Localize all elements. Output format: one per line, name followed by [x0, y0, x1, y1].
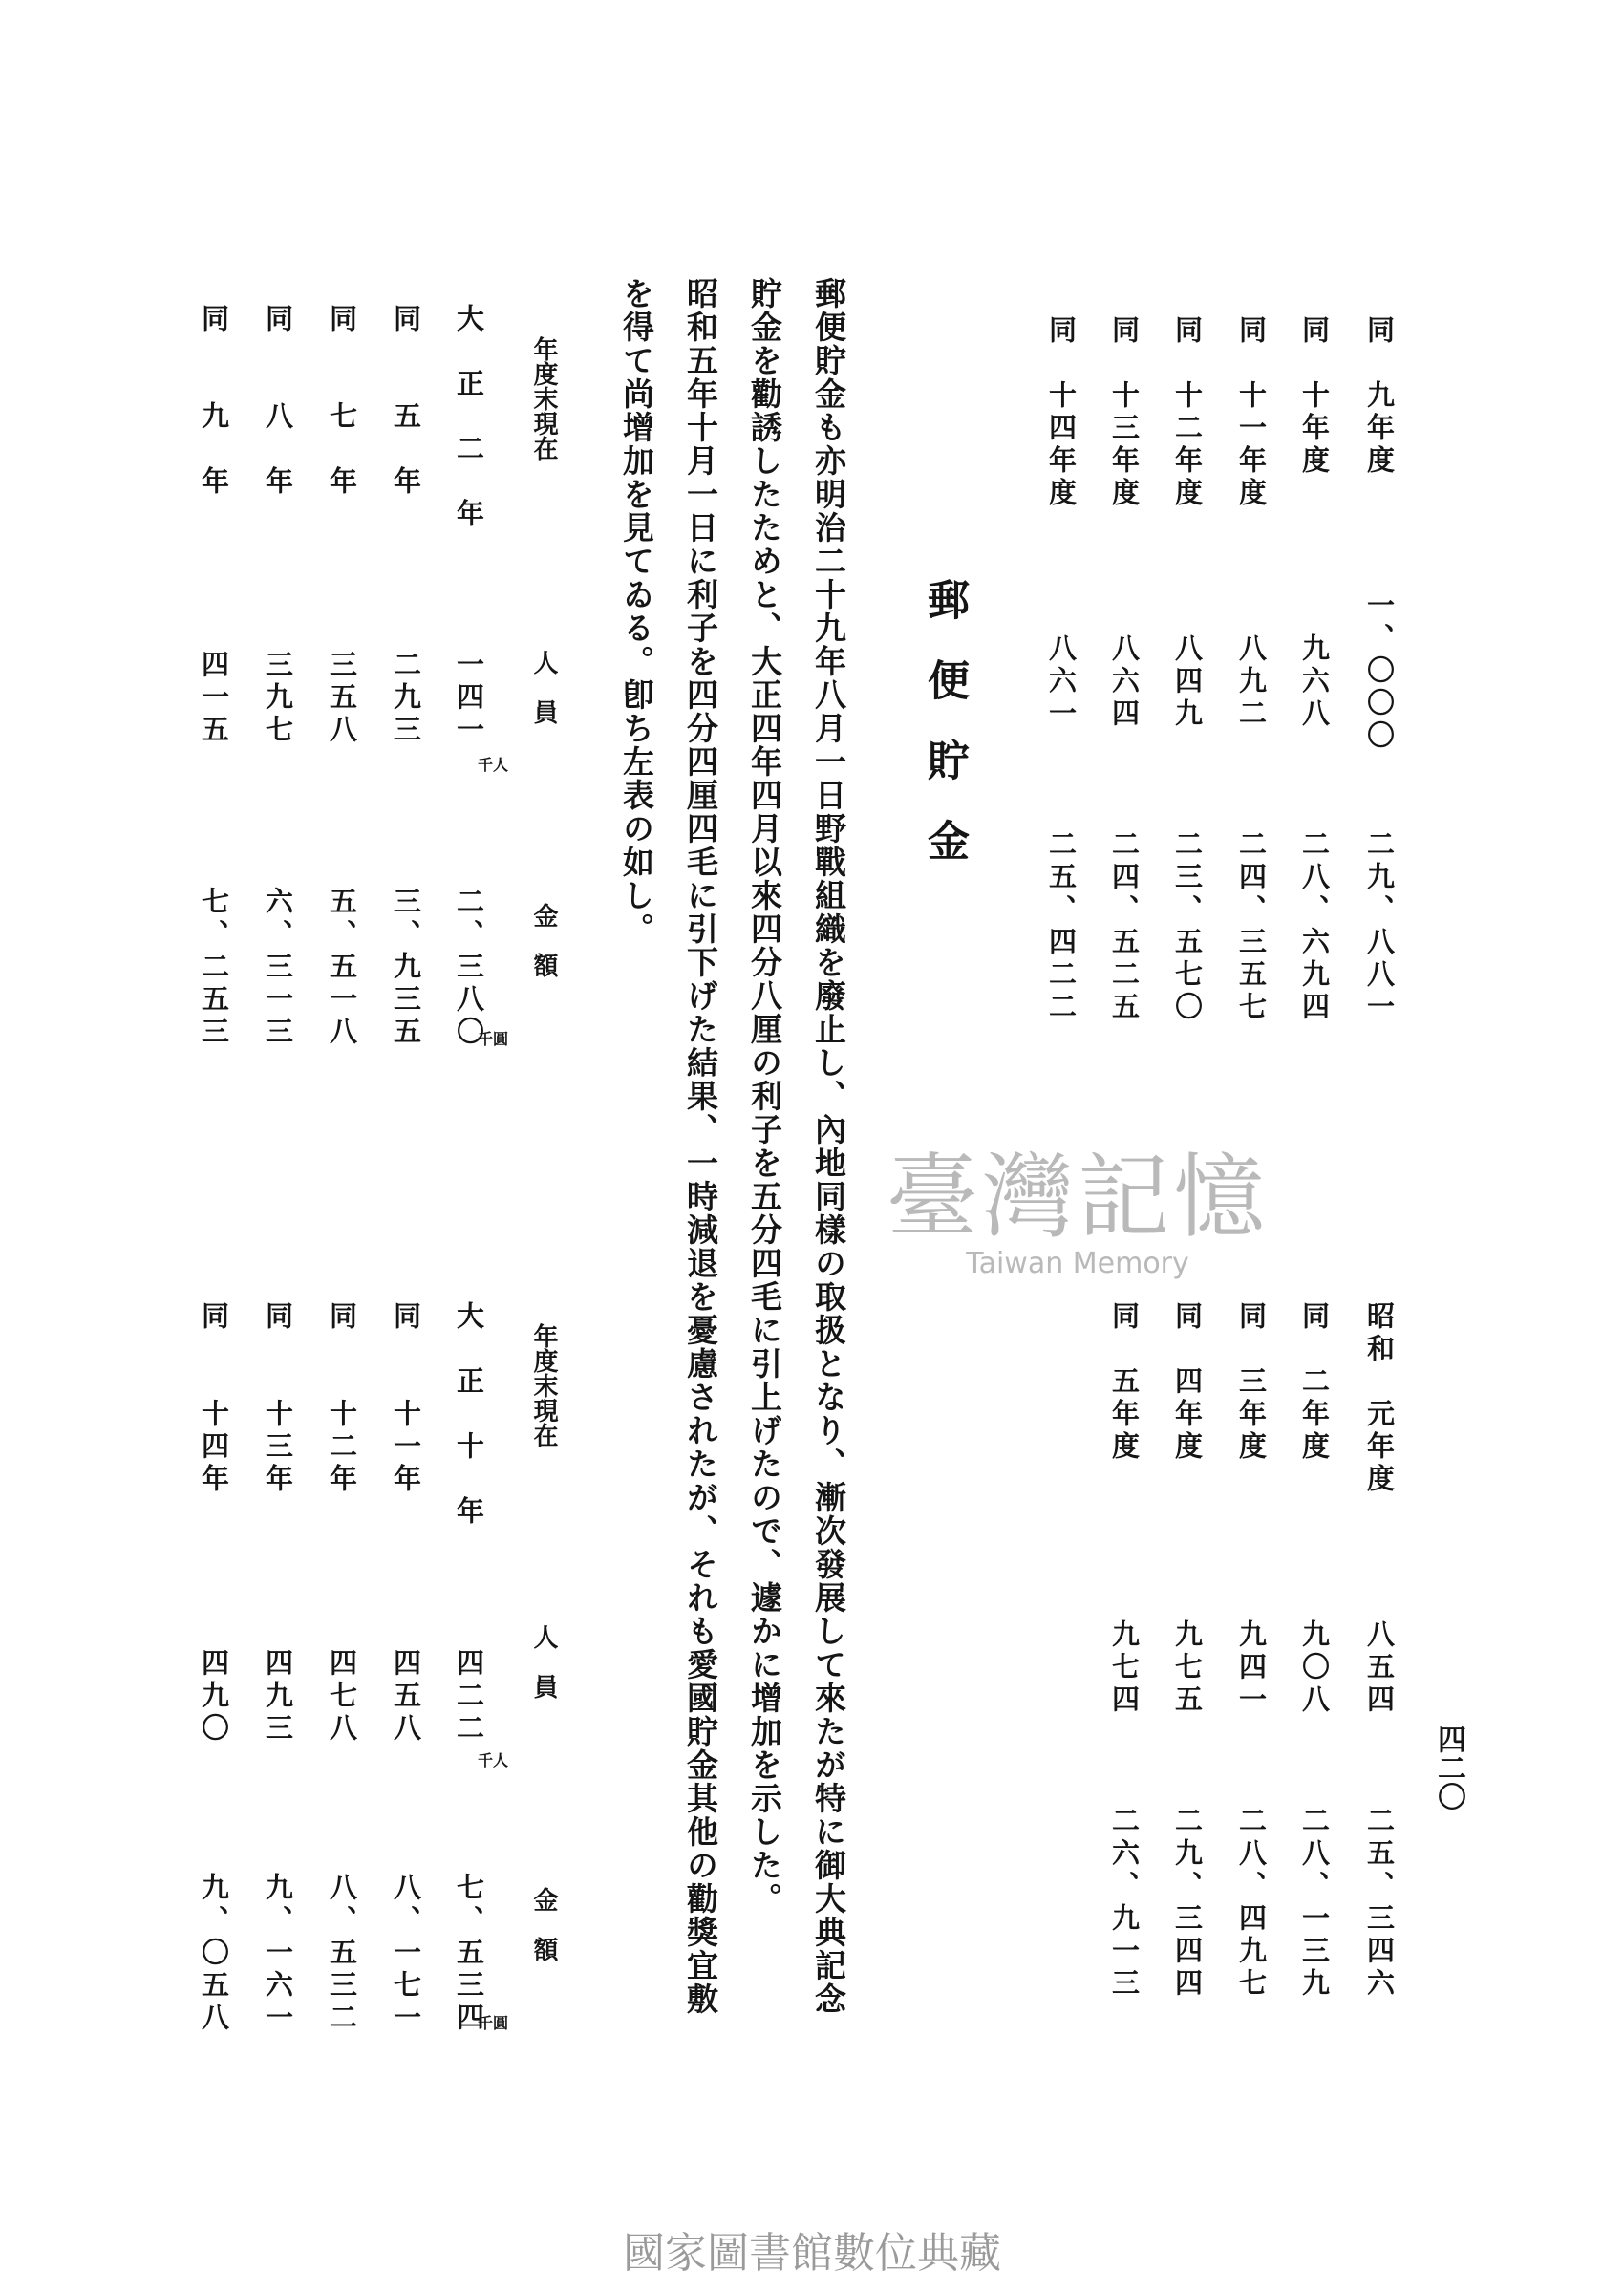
bottom-row-2-amount: 三、九三五: [390, 887, 422, 1049]
top-row-11-persons: 九七四: [1108, 1619, 1141, 1717]
bottom-row-6-amount: 七、五三四: [453, 1873, 485, 2035]
bottom-row-2-year: 同 五 年: [390, 304, 422, 499]
top-row-4-year: 同 十二年度: [1171, 315, 1204, 510]
bottom-right-unit-persons: 千人: [478, 756, 509, 774]
paragraph-line-1: 郵便貯金も亦明治二十九年八月一日野戰組織を廢止し、內地同樣の取扱となり、漸次發展して來たが特に御大典記念: [810, 277, 847, 2016]
top-row-4-amount: 二三、五七〇: [1171, 829, 1204, 1024]
top-row-11-amount: 二六、九一三: [1108, 1806, 1141, 2001]
top-row-5-persons: 八六四: [1108, 633, 1141, 731]
bottom-row-2-persons: 二九三: [390, 650, 422, 747]
bottom-row-5-persons: 四一五: [198, 650, 230, 747]
top-row-1-persons: 一、〇〇〇: [1363, 590, 1396, 753]
bottom-row-7-persons: 四五八: [390, 1648, 422, 1746]
top-row-4-persons: 八四九: [1171, 633, 1204, 731]
top-row-3-year: 同 十一年度: [1235, 315, 1268, 510]
watermark-title: 臺灣記憶: [887, 1144, 1269, 1251]
paragraph-line-3: 昭和五年十月一日に利子を四分四厘四毛に引下げた結果、一時減退を憂慮されたが、それも愛國貯金其他の勸獎宜敷: [682, 277, 719, 2016]
bottom-row-10-persons: 四九〇: [198, 1648, 230, 1746]
bottom-left-unit-amount: 千圓: [478, 2014, 509, 2032]
bottom-row-6-persons: 四二二: [453, 1648, 485, 1746]
footer-credit: 國家圖書館數位典藏: [623, 2229, 1001, 2278]
bottom-row-4-persons: 三九七: [262, 650, 294, 747]
top-row-6-amount: 二五、四二二: [1045, 829, 1078, 1024]
top-row-9-persons: 九四一: [1235, 1619, 1268, 1717]
top-row-11-year: 同 五年度: [1108, 1301, 1141, 1464]
top-row-1-amount: 二九、八八一: [1363, 829, 1396, 1024]
bottom-row-4-year: 同 八 年: [262, 304, 294, 499]
top-row-1-year: 同 九年度: [1363, 315, 1396, 478]
bottom-left-header-amount: 金 額: [529, 1887, 558, 1961]
bottom-row-9-year: 同 十三年: [262, 1301, 294, 1496]
watermark-subtitle: Taiwan Memory: [966, 1247, 1189, 1280]
top-row-9-amount: 二八、四九七: [1235, 1806, 1268, 2001]
top-row-7-persons: 八五四: [1363, 1619, 1396, 1717]
bottom-row-6-year: 大 正 十 年: [453, 1301, 485, 1529]
bottom-row-9-persons: 四九三: [262, 1648, 294, 1746]
bottom-row-4-amount: 六、三一三: [262, 887, 294, 1049]
bottom-row-9-amount: 九、一六一: [262, 1873, 294, 2035]
bottom-row-1-persons: 一四一: [453, 650, 485, 747]
bottom-right-header-amount: 金 額: [529, 903, 558, 977]
top-row-5-year: 同 十三年度: [1108, 315, 1141, 510]
bottom-row-1-year: 大 正 二 年: [453, 304, 485, 531]
top-row-3-persons: 八九二: [1235, 633, 1268, 731]
section-title: 郵便貯金: [920, 578, 969, 899]
top-row-8-year: 同 二年度: [1298, 1301, 1331, 1464]
bottom-row-10-amount: 九、〇五八: [198, 1873, 230, 2035]
top-row-5-amount: 二四、五二五: [1108, 829, 1141, 1024]
bottom-right-header-year: 年度末現在: [529, 336, 558, 461]
bottom-row-8-amount: 八、五三二: [326, 1873, 358, 2035]
watermark: [848, 1144, 1307, 1280]
top-row-2-persons: 九六八: [1298, 633, 1331, 731]
top-row-7-year: 昭和 元年度: [1363, 1301, 1396, 1496]
bottom-row-3-persons: 三五八: [326, 650, 358, 747]
bottom-left-header-year: 年度末現在: [529, 1323, 558, 1447]
bottom-row-10-year: 同 十四年: [198, 1301, 230, 1496]
top-row-10-persons: 九七五: [1171, 1619, 1204, 1717]
bottom-row-8-persons: 四七八: [326, 1648, 358, 1746]
bottom-row-3-year: 同 七 年: [326, 304, 358, 499]
paragraph-line-4: を得て尚增加を見てゐる。卽ち左表の如し。: [618, 277, 655, 946]
top-row-3-amount: 二四、三五七: [1235, 829, 1268, 1024]
page-number: 四二〇: [1432, 1725, 1465, 1811]
bottom-row-8-year: 同 十二年: [326, 1301, 358, 1496]
top-row-2-amount: 二八、六九四: [1298, 829, 1331, 1024]
top-row-2-year: 同 十年度: [1298, 315, 1331, 478]
bottom-row-7-year: 同 十一年: [390, 1301, 422, 1496]
top-row-8-persons: 九〇八: [1298, 1619, 1331, 1717]
bottom-right-header-persons: 人 員: [529, 650, 558, 724]
bottom-row-1-amount: 二、三八〇: [453, 887, 485, 1049]
bottom-left-unit-persons: 千人: [478, 1751, 509, 1769]
top-row-6-persons: 八六一: [1045, 633, 1078, 731]
top-row-6-year: 同 十四年度: [1045, 315, 1078, 510]
paragraph-line-2: 貯金を勸誘したためと、大正四年四月以來四分八厘の利子を五分四毛に引上げたので、遽かに增加を示した。: [746, 277, 783, 1916]
top-row-7-amount: 二五、三四六: [1363, 1806, 1396, 2001]
top-row-10-year: 同 四年度: [1171, 1301, 1204, 1464]
bottom-row-5-year: 同 九 年: [198, 304, 230, 499]
bottom-row-5-amount: 七、二五三: [198, 887, 230, 1049]
bottom-row-3-amount: 五、五一八: [326, 887, 358, 1049]
bottom-left-header-persons: 人 員: [529, 1624, 558, 1699]
bottom-row-7-amount: 八、一七一: [390, 1873, 422, 2035]
top-row-8-amount: 二八、一三九: [1298, 1806, 1331, 2001]
top-row-10-amount: 二九、三四四: [1171, 1806, 1204, 2001]
bottom-right-unit-amount: 千圓: [478, 1030, 509, 1048]
top-row-9-year: 同 三年度: [1235, 1301, 1268, 1464]
